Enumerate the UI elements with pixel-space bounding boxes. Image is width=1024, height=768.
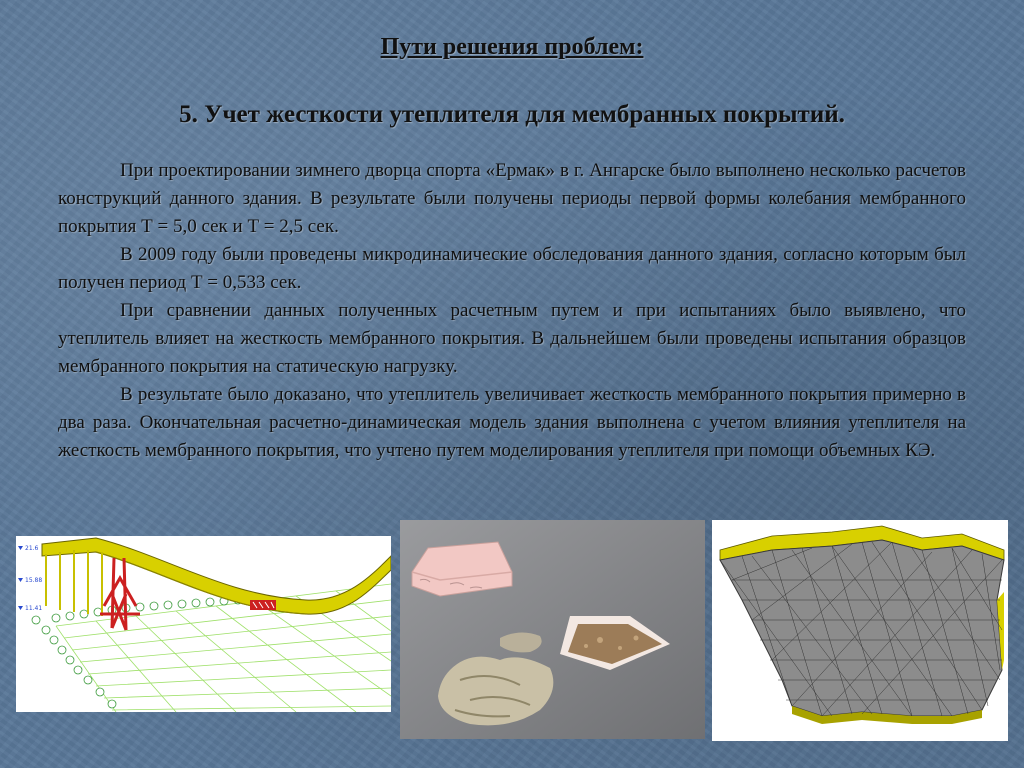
paragraph-3: При сравнении данных полученных расчетным путем и при испытаниях было выявлено, что утеплитель влияет на жесткость мембранного покрытия. В дальнейшем были проведены испытания образцов мембранного покрытия на статическую нагрузку. bbox=[58, 300, 966, 377]
slide-title: Пути решения проблем: bbox=[380, 34, 644, 60]
body-text bbox=[58, 157, 966, 465]
roof-insulation-photo bbox=[400, 520, 705, 739]
slide-subtitle: 5. Учет жесткости утеплителя для мембранных покрытий. bbox=[179, 101, 845, 128]
paragraph-4: В результате было доказано, что утеплитель увеличивает жесткость мембранного покрытия примерно в два раза. Окончательная расчетно-динамическая модель здания выполнена с учетом влияния утеплителя на жесткость мембранного покрытия, что учтено путем моделирования утеплителя при помощи объемных КЭ. bbox=[58, 384, 966, 461]
paragraph-1: При проектировании зимнего дворца спорта «Ермак» в г. Ангарске было выполнено несколько расчетов конструкций данного здания. В результате были получены периоды первой формы колебания мембранного покрытия Т = 5,0 сек и Т = 2,5 сек. bbox=[58, 160, 966, 237]
level-label-2: 15.88 bbox=[25, 577, 43, 584]
membrane-mesh-model bbox=[712, 520, 1008, 741]
level-label-3: 11.41 bbox=[25, 605, 43, 612]
paragraph-2: В 2009 году были проведены микродинамические обследования данного здания, согласно которым был получен период Т = 0,533 сек. bbox=[58, 244, 966, 293]
level-label-1: 21.6 bbox=[25, 545, 39, 552]
structural-model-image bbox=[16, 536, 391, 712]
